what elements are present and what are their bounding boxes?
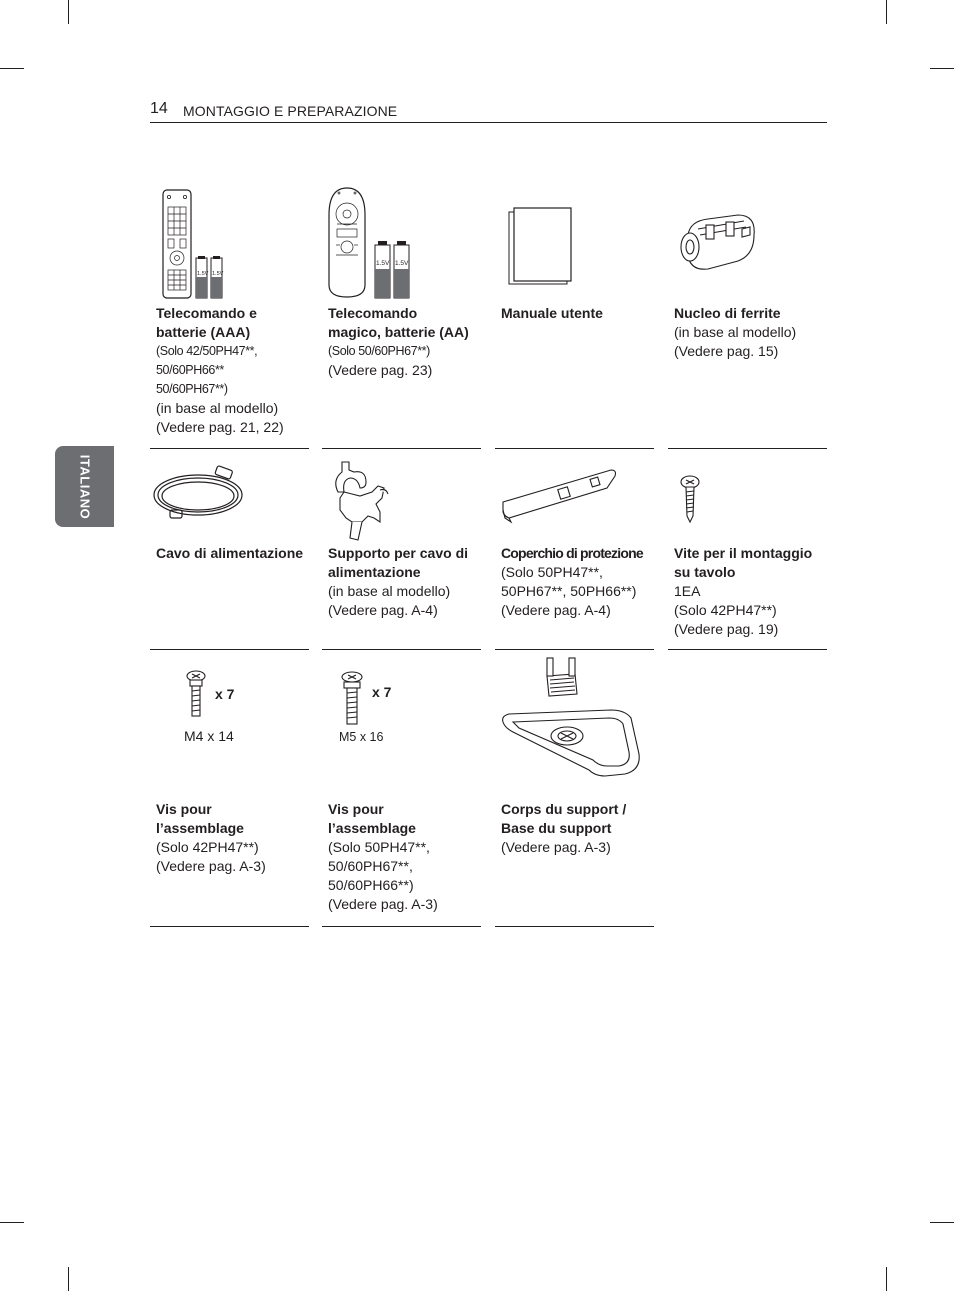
divider bbox=[150, 926, 309, 927]
power-cord-icon bbox=[150, 458, 310, 538]
item-description bbox=[328, 800, 488, 914]
item-note: (Vedere pag. 21, 22) bbox=[156, 419, 284, 435]
divider bbox=[495, 448, 654, 449]
divider bbox=[150, 448, 309, 449]
item-assembly-screws-m4 bbox=[150, 660, 309, 928]
battery-label: 1.5V bbox=[197, 271, 209, 277]
battery-label: 1.5V bbox=[212, 271, 224, 277]
item-note: (Vedere pag. A-4) bbox=[328, 602, 438, 618]
language-tab bbox=[55, 446, 114, 527]
item-note: (in base al modello) bbox=[156, 400, 279, 416]
divider bbox=[322, 448, 481, 449]
item-user-manual bbox=[495, 185, 654, 450]
item-title: Nucleo di ferrite bbox=[674, 305, 781, 321]
item-description bbox=[156, 800, 316, 876]
item-cable-holder bbox=[322, 458, 481, 651]
item-description bbox=[501, 304, 661, 323]
item-title: Supporto per cavo di bbox=[328, 545, 469, 561]
crop-mark bbox=[0, 68, 24, 69]
screw-icon bbox=[668, 458, 828, 538]
crop-mark bbox=[930, 1222, 954, 1223]
battery-label: 1.5V bbox=[395, 260, 409, 267]
item-description bbox=[501, 544, 661, 620]
item-stand-body-base bbox=[495, 652, 654, 928]
crop-mark bbox=[68, 1267, 69, 1291]
divider bbox=[668, 649, 827, 650]
item-description bbox=[674, 544, 834, 639]
crop-mark bbox=[68, 0, 69, 24]
stand-base-icon bbox=[495, 652, 655, 782]
crop-mark bbox=[930, 68, 954, 69]
item-title: batterie (AAA) bbox=[156, 324, 251, 340]
ferrite-core-icon bbox=[668, 185, 828, 305]
item-title: l’assemblage bbox=[156, 820, 244, 836]
page-header bbox=[150, 100, 827, 123]
item-table-screw bbox=[668, 458, 827, 651]
manual-book-icon bbox=[495, 185, 655, 305]
item-model-note: (Solo 50/60PH67**) bbox=[328, 344, 430, 358]
item-description bbox=[501, 800, 661, 857]
item-note: (in base al modello) bbox=[328, 583, 451, 599]
magic-remote-icon bbox=[322, 185, 482, 305]
divider bbox=[495, 649, 654, 650]
item-title: Vis pour bbox=[328, 801, 384, 817]
item-title: Vis pour bbox=[156, 801, 212, 817]
item-note: (Vedere pag. A-3) bbox=[328, 896, 438, 912]
item-note: (Vedere pag. A-3) bbox=[501, 839, 611, 855]
item-protection-cover bbox=[495, 458, 654, 651]
item-note: (Vedere pag. 23) bbox=[328, 362, 433, 378]
item-description bbox=[328, 544, 488, 620]
item-note: 50/60PH66**) bbox=[328, 877, 414, 893]
screw-icon bbox=[322, 660, 482, 730]
battery-label: 1.5V bbox=[376, 260, 390, 267]
item-title: Base du support bbox=[501, 820, 612, 836]
item-note: (Solo 50PH47**, bbox=[328, 839, 430, 855]
item-model-note: (Solo 42/50PH47**, bbox=[156, 344, 258, 358]
item-note: (Vedere pag. A-4) bbox=[501, 602, 611, 618]
page-number: 14 bbox=[150, 100, 168, 117]
item-power-cord bbox=[150, 458, 309, 651]
screw-size: M5 x 16 bbox=[339, 730, 384, 744]
item-ferrite-core bbox=[668, 185, 827, 450]
item-note: 1EA bbox=[674, 583, 701, 599]
item-title: Coperchio di protezione bbox=[501, 545, 643, 561]
item-description bbox=[156, 544, 316, 563]
item-note: (Solo 42PH47**) bbox=[674, 602, 777, 618]
item-note: (Solo 50PH47**, bbox=[501, 564, 603, 580]
item-note: (Vedere pag. 19) bbox=[674, 621, 779, 637]
crop-mark bbox=[886, 1267, 887, 1291]
item-title: Telecomando e bbox=[156, 305, 257, 321]
item-assembly-screws-m5 bbox=[322, 660, 481, 928]
divider bbox=[150, 649, 309, 650]
item-title: Cavo di alimentazione bbox=[156, 545, 304, 561]
item-title: Manuale utente bbox=[501, 305, 603, 321]
divider bbox=[322, 926, 481, 927]
item-title: Corps du support / bbox=[501, 801, 627, 817]
item-note: (in base al modello) bbox=[674, 324, 797, 340]
item-description bbox=[328, 304, 488, 380]
item-note: 50/60PH67**, bbox=[328, 858, 413, 874]
item-title: Telecomando bbox=[328, 305, 418, 321]
item-title: alimentazione bbox=[328, 564, 421, 580]
screw-quantity: x 7 bbox=[215, 686, 235, 702]
divider bbox=[668, 448, 827, 449]
item-note: (Solo 42PH47**) bbox=[156, 839, 259, 855]
remote-control-icon bbox=[150, 185, 310, 305]
item-model-note: 50/60PH66** bbox=[156, 363, 224, 377]
crop-mark bbox=[886, 0, 887, 24]
screw-size: M4 x 14 bbox=[184, 728, 234, 744]
item-remote-aaa bbox=[150, 185, 309, 450]
cable-holder-icon bbox=[322, 458, 482, 548]
protection-cover-icon bbox=[495, 458, 655, 538]
divider bbox=[495, 926, 654, 927]
item-note: (Vedere pag. 15) bbox=[674, 343, 779, 359]
screw-quantity: x 7 bbox=[372, 684, 392, 700]
crop-mark bbox=[0, 1222, 24, 1223]
divider bbox=[322, 649, 481, 650]
language-tab-label: ITALIANO bbox=[77, 454, 92, 519]
item-description bbox=[674, 304, 834, 361]
item-model-note: 50/60PH67**) bbox=[156, 382, 228, 396]
item-description bbox=[156, 304, 316, 437]
item-magic-remote bbox=[322, 185, 481, 450]
item-title: l’assemblage bbox=[328, 820, 416, 836]
section-title: MONTAGGIO E PREPARAZIONE bbox=[183, 103, 398, 119]
item-note: (Vedere pag. A-3) bbox=[156, 858, 266, 874]
item-title: magico, batterie (AA) bbox=[328, 324, 469, 340]
item-title: Vite per il montaggio bbox=[674, 545, 813, 561]
item-title: su tavolo bbox=[674, 564, 736, 580]
item-note: 50PH67**, 50PH66**) bbox=[501, 583, 637, 599]
